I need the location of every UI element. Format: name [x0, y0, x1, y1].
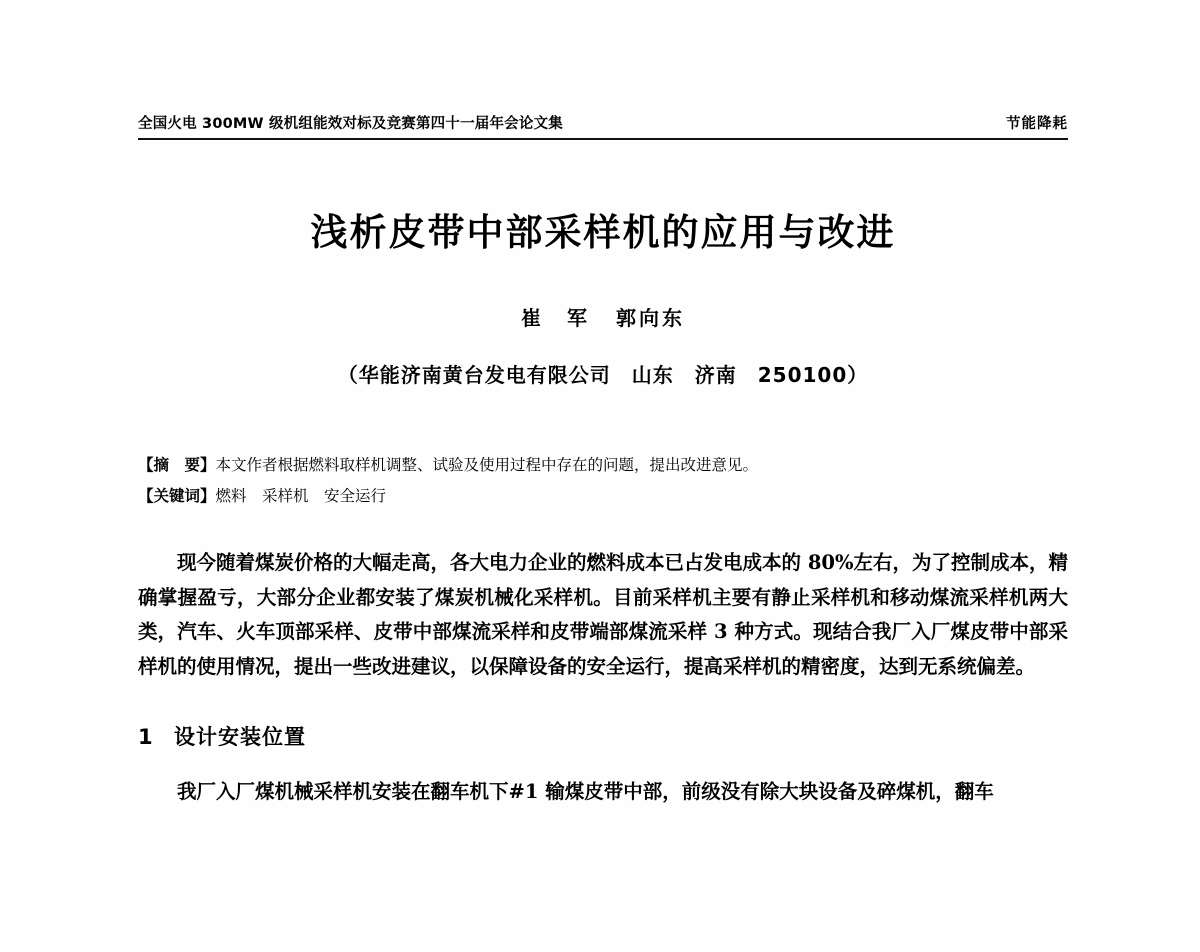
- running-head-right: 节能降耗: [1006, 116, 1068, 132]
- section-title: 设计安装位置: [174, 724, 306, 749]
- author-name-1: 崔 军: [521, 306, 590, 330]
- author-list: [138, 302, 1068, 331]
- abstract-text: 本文作者根据燃料取样机调整、试验及使用过程中存在的问题，提出改进意见。: [215, 456, 759, 474]
- abstract-label: 【摘 要】: [138, 456, 216, 474]
- page-content: [138, 0, 1068, 829]
- abstract-line: [138, 450, 1068, 481]
- section-number: 1: [138, 724, 154, 749]
- keywords-label: 【关键词】: [138, 487, 216, 505]
- running-head-left: 全国火电 300MW 级机组能效对标及竞赛第四十一届年会论文集: [138, 116, 563, 132]
- keywords-text: 燃料 采样机 安全运行: [215, 487, 387, 505]
- body-paragraph-1: 现今随着煤炭价格的大幅走高，各大电力企业的燃料成本已占发电成本的 80%左右，为了控制成本，精确掌握盈亏，大部分企业都安装了煤炭机械化采样机。目前采样机主要有静止采样机和移动煤流采样机两大类，汽车、火车顶部采样、皮带中部煤流采样和皮带端部煤流采样 3 种方式。现结合我厂入厂煤皮带中部采样机的使用情况，提出一些改进建议，以保障设备的安全运行，提高采样机的精密度，达到无系统偏差。: [138, 551, 1068, 679]
- author-name-2: 郭向东: [616, 306, 685, 330]
- affiliation: （华能济南黄台发电有限公司 山东 济南 250100）: [337, 363, 869, 387]
- running-head: [138, 112, 1068, 133]
- abstract-block: [138, 450, 1068, 512]
- page-title: 浅析皮带中部采样机的应用与改进: [310, 211, 896, 254]
- header-rule: [138, 138, 1068, 140]
- section-heading-1: [138, 721, 1068, 751]
- keywords-line: [138, 481, 1068, 512]
- body-paragraph-2: 我厂入厂煤机械采样机安装在翻车机下#1 输煤皮带中部，前级没有除大块设备及碎煤机，翻车: [177, 779, 994, 803]
